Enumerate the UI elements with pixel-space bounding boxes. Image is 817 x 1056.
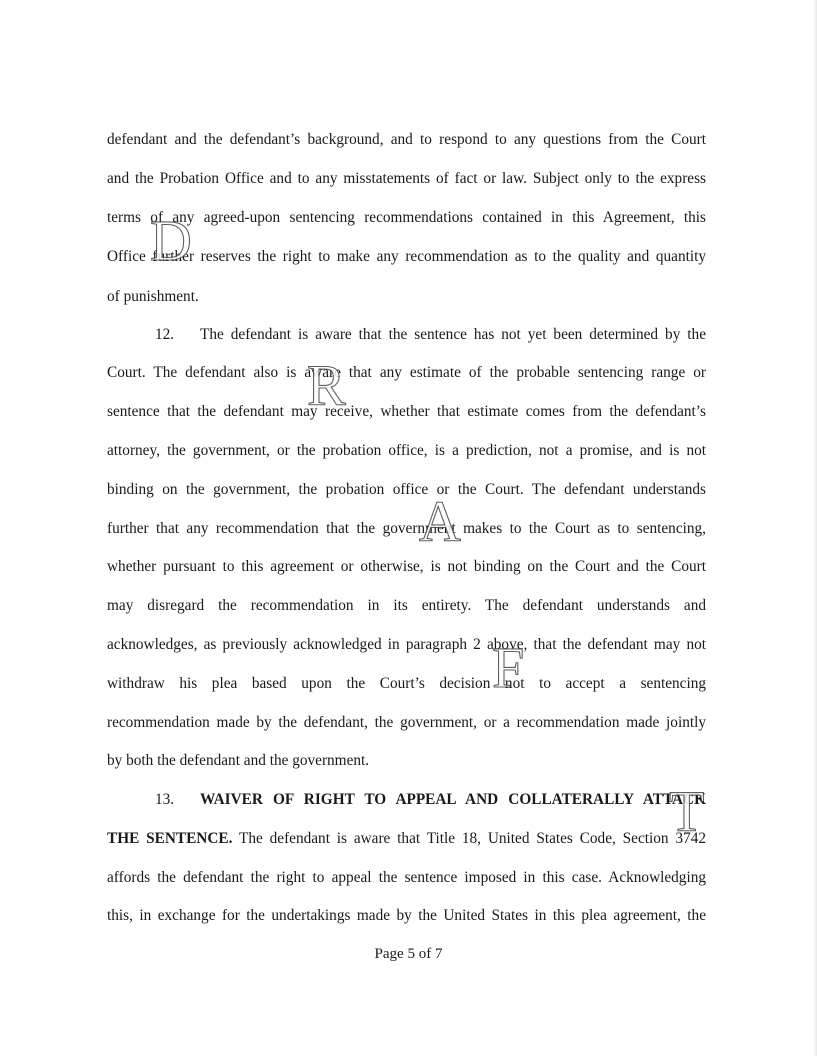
text-line: binding on the government, the probation office or the Court. The defendant understands	[107, 481, 706, 498]
draft-watermark-letter: A	[419, 489, 461, 554]
paragraph-13-heading	[155, 790, 706, 810]
paragraph-number: 12.	[155, 326, 175, 343]
paragraph-number: 13.	[155, 791, 175, 808]
text-line: of punishment.	[107, 288, 199, 305]
text-line: sentence that the defendant may receive, whether that estimate comes from the defendant’s	[107, 403, 706, 420]
paragraph-12-first-line	[155, 325, 706, 345]
section-heading-continued: THE SENTENCE.	[107, 830, 233, 847]
draft-watermark-letter: T	[669, 779, 705, 844]
text-line: acknowledges, as previously acknowledged in paragraph 2 above, that the defendant may not	[107, 636, 706, 653]
paragraph-13-second-line	[107, 829, 706, 849]
text-line: and the Probation Office and to any misstatements of fact or law. Subject only to the express	[107, 170, 706, 187]
text-line: recommendation made by the defendant, the government, or a recommendation made jointly	[107, 714, 706, 731]
draft-watermark-letter: F	[492, 635, 525, 700]
text-line: Office further reserves the right to make any recommendation as to the quality and quantity	[107, 248, 706, 265]
text-line: whether pursuant to this agreement or otherwise, is not binding on the Court and the Court	[107, 558, 706, 575]
text-line: affords the defendant the right to appeal the sentence imposed in this case. Acknowledging	[107, 869, 706, 886]
text-line: by both the defendant and the government.	[107, 752, 370, 769]
text-line: may disregard the recommendation in its entirety. The defendant understands and	[107, 597, 706, 614]
text-line: terms of any agreed-upon sentencing recommendations contained in this Agreement, this	[107, 209, 706, 226]
text-line: defendant and the defendant’s background, and to respond to any questions from the Court	[107, 131, 706, 148]
text-line: further that any recommendation that the government makes to the Court as to sentencing,	[107, 520, 706, 537]
draft-watermark-letter: D	[150, 208, 192, 273]
text-line: withdraw his plea based upon the Court’s decision not to accept a sentencing	[107, 675, 706, 692]
draft-watermark-letter: R	[307, 353, 346, 418]
text-line: this, in exchange for the undertakings made by the United States in this plea agreement, the	[107, 907, 706, 924]
section-heading: WAIVER OF RIGHT TO APPEAL AND COLLATERALLY ATTACK	[200, 791, 706, 808]
text-line: attorney, the government, or the probation office, is a prediction, not a promise, and is not	[107, 442, 706, 459]
text-line: The defendant is aware that Title 18, United States Code, Section 3742	[232, 830, 706, 847]
text-line: The defendant is aware that the sentence has not yet been determined by the	[200, 326, 706, 343]
page-number-footer: Page 5 of 7	[374, 946, 443, 962]
text-line: Court. The defendant also is aware that any estimate of the probable sentencing range or	[107, 364, 706, 381]
